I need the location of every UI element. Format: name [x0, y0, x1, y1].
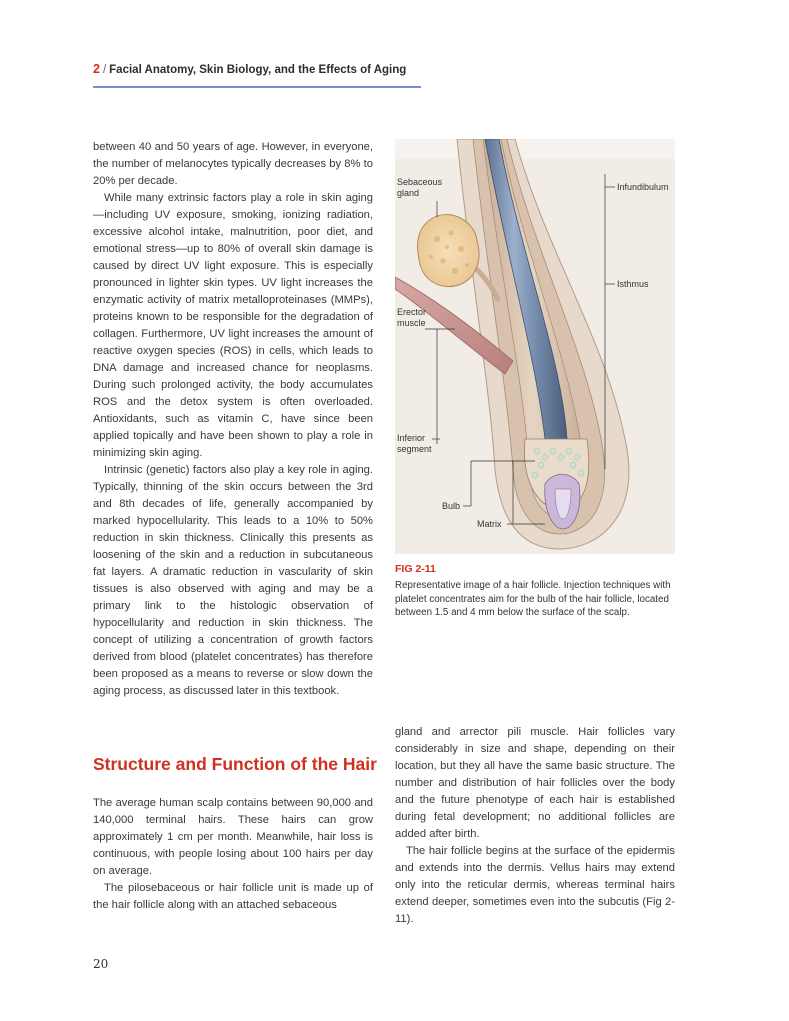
label-sebaceous-gland: Sebaceous gland	[397, 177, 443, 198]
paragraph: While many extrinsic factors play a role in skin aging—including UV exposure, smoking, ionizing radiation, excessive alcohol intake, malnutrition, poor diet, and emotional stress—up to 80% of overall skin damage is caused by direct UV light exposure. This is especially pronounced in lighter skin types. UV light increases the enzymatic activity of matrix metalloproteinases (MMPs), proteins known to be responsible for the degradation of collagen. Furthermore, UV light increases the amount of reactive oxygen species (ROS) in cells, which leads to DNA damage and increased chance for neoplasms. During such prolonged activity, the body accumulates ROS and the detox system is often overloaded. Antioxidants, such as vitamin C, have since been applied topically and have been shown to play a role in minimizing skin aging.	[93, 192, 373, 459]
left-column-bottom-text	[93, 795, 373, 914]
chapter-title: Facial Anatomy, Skin Biology, and the Effects of Aging	[109, 64, 407, 76]
right-column-bottom-text	[395, 724, 675, 928]
paragraph: Intrinsic (genetic) factors also play a key role in aging. Typically, thinning of the skin occurs between the 3rd and 8th decades of life, generally accompanied by marked hypocellularity. This leads to a 10% to 50% reduction in skin thickness. Clinically this presents as loosening of the skin and a reduction in subcutaneous fat layers. A dramatic reduction in vascularity of skin tissues is also observed with aging and may be a primary link to the histologic observation of hypocellularity and reduction in skin thickness. The concept of utilizing a concentration of growth factors derived from blood (platelet concentrates) has therefore been proposed as a means to reverse or slow down the aging process, as discussed later in this textbook.	[93, 464, 373, 697]
figure-caption: Representative image of a hair follicle. Injection techniques with platelet concentrates aim for the bulb of the hair follicle, located between 1.5 and 4 mm below the surface of the scalp.	[395, 580, 671, 618]
label-infundibulum: Infundibulum	[617, 182, 669, 192]
label-bulb: Bulb	[442, 501, 461, 511]
label-erector-muscle: Erector muscle	[397, 307, 427, 328]
page-number: 20	[93, 957, 109, 971]
paragraph: between 40 and 50 years of age. However, in everyone, the number of melanocytes typically decreases by 8% to 20% per decade.	[93, 141, 373, 187]
section-heading: Structure and Function of the Hair	[93, 754, 377, 774]
running-head	[93, 62, 423, 76]
paragraph: The pilosebaceous or hair follicle unit is made up of the hair follicle along with an attached sebaceous	[93, 882, 373, 911]
figure-number: FIG 2-11	[395, 563, 436, 575]
paragraph: The hair follicle begins at the surface of the epidermis and extends into the dermis. Vellus hairs may extend only into the reticular dermis, whereas terminal hairs extend deeper, sometimes even into the subcutis (Fig 2-11).	[395, 845, 675, 925]
label-isthmus: Isthmus	[617, 279, 649, 289]
header-rule	[93, 86, 421, 88]
paragraph: The average human scalp contains between 90,000 and 140,000 terminal hairs. These hairs can grow approximately 1 cm per month. Meanwhile, hair loss is continuous, with people losing about 100 hairs per day on average.	[93, 797, 373, 877]
label-inferior-segment: Inferior segment	[397, 433, 432, 454]
hair-follicle-figure	[395, 139, 675, 554]
running-head-separator: /	[102, 64, 107, 76]
left-column-top-text	[93, 139, 373, 700]
chapter-number: 2	[93, 62, 100, 76]
hair-follicle-illustration	[395, 139, 675, 554]
label-matrix: Matrix	[477, 519, 502, 529]
paragraph: gland and arrector pili muscle. Hair follicles vary considerably in size and shape, depending on their location, but they all have the same basic structure. The number and distribution of hair follicles over the body and the future phenotype of each hair is established during fetal development; no additional follicles are added after birth.	[395, 726, 675, 840]
